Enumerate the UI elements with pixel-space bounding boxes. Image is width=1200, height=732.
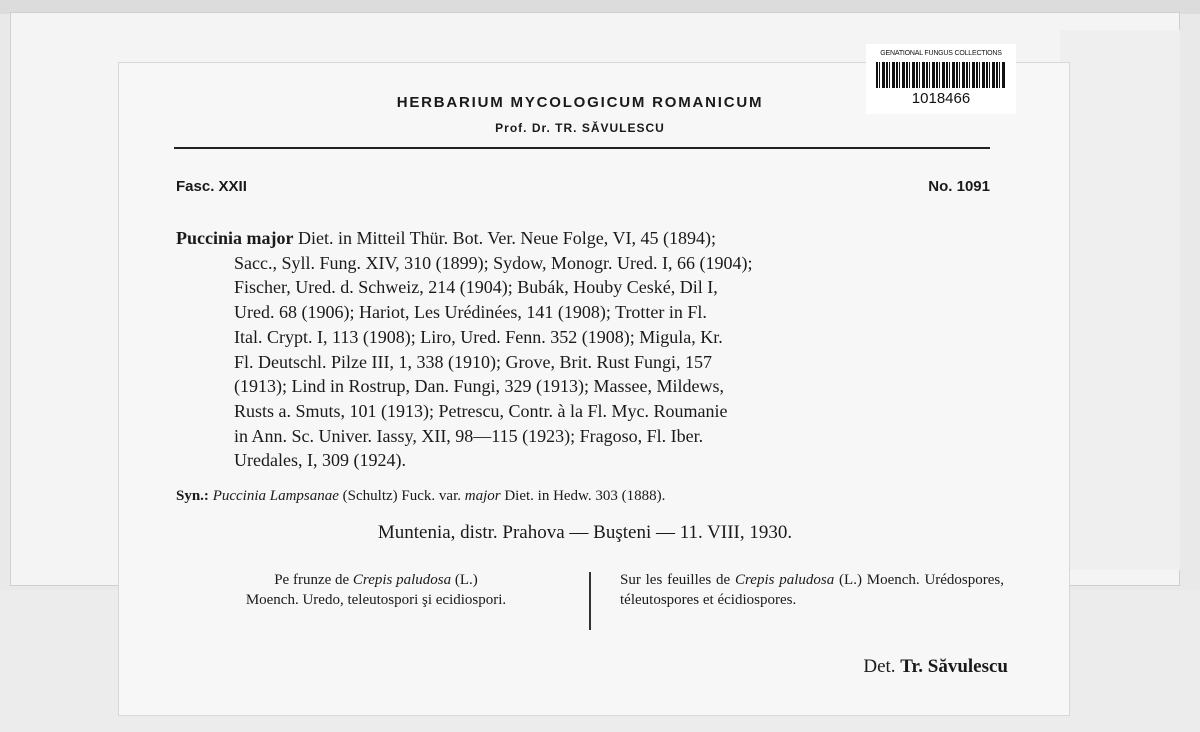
citation-line-6: Fl. Deutschl. Pilze III, 1, 338 (1910); Grove, Brit. Rust Fungi, 157 <box>234 351 712 372</box>
determiner-name: Tr. Săvulescu <box>900 656 1008 677</box>
citation-line-1: Puccinia major Diet. in Mitteil Thür. Bot. Ver. Neue Folge, VI, 45 (1894); <box>176 228 716 248</box>
citation-line-5: Ital. Crypt. I, 113 (1908); Liro, Ured. Fenn. 352 (1908); Migula, Kr. <box>234 326 723 347</box>
synonym-variety: major <box>464 488 501 504</box>
host-french: Sur les feuilles de Crepis paludosa (L.) Moench. Urédospores, téleutospores et écidiospores. <box>620 572 1005 608</box>
citation-line-2: Sacc., Syll. Fung. XIV, 310 (1899); Sydow, Monogr. Ured. I, 66 (1904); <box>234 252 753 273</box>
determiner: Det. Tr. Săvulescu <box>863 656 1008 677</box>
header-rule <box>174 147 990 149</box>
column-divider <box>589 572 591 630</box>
citation-line-9: in Ann. Sc. Univer. Iassy, XII, 98—115 (1923); Fragoso, Fl. Iber. <box>234 425 704 446</box>
synonym-line <box>176 488 996 505</box>
synonym-label: Syn.: <box>176 488 209 504</box>
barcode-bars <box>876 62 1006 88</box>
citation-line-10: Uredales, I, 309 (1924). <box>234 450 406 471</box>
citation-line-3: Fischer, Ured. d. Schweiz, 214 (1904); Bubák, Houby Ceské, Dil I, <box>234 277 718 298</box>
host-name-ro: Crepis paludosa <box>352 572 452 588</box>
herbarium-title: HERBARIUM MYCOLOGICUM ROMANICUM <box>396 94 764 111</box>
synonym-authority: (Schultz) Fuck. var. <box>342 488 461 504</box>
species-name: Puccinia major <box>176 228 294 248</box>
barcode-title: GENATIONAL FUNGUS COLLECTIONS <box>880 50 1002 57</box>
envelope-flap <box>1060 30 1180 570</box>
citation-line-7: (1913); Lind in Rostrup, Dan. Fungi, 329 (1913); Massee, Mildews, <box>234 376 724 397</box>
barcode-number: 1018466 <box>911 90 971 107</box>
herbarium-subtitle: Prof. Dr. TR. SĂVULESCU <box>495 121 665 135</box>
collection-locality: Muntenia, distr. Prahova — Buşteni — 11. VIII, 1930. <box>377 522 793 543</box>
fascicle-number: Fasc. XXII <box>176 178 247 195</box>
synonym-name: Puccinia Lampsanae <box>212 488 339 504</box>
citation-block <box>176 226 996 473</box>
specimen-number: No. 1091 <box>928 178 990 195</box>
host-romanian: Pe frunze de Crepis paludosa (L.) Moench. Uredo, teleutospori şi ecidiospori. <box>245 572 507 608</box>
host-name-fr: Crepis paludosa <box>735 572 835 588</box>
synonym-reference: Diet. in Hedw. 303 (1888). <box>504 488 666 504</box>
barcode-sticker <box>866 44 1016 114</box>
citation-line-4: Ured. 68 (1906); Hariot, Les Urédinées, 141 (1908); Trotter in Fl. <box>234 302 707 323</box>
citation-line-8: Rusts a. Smuts, 101 (1913); Petrescu, Contr. à la Fl. Myc. Roumanie <box>234 400 728 421</box>
